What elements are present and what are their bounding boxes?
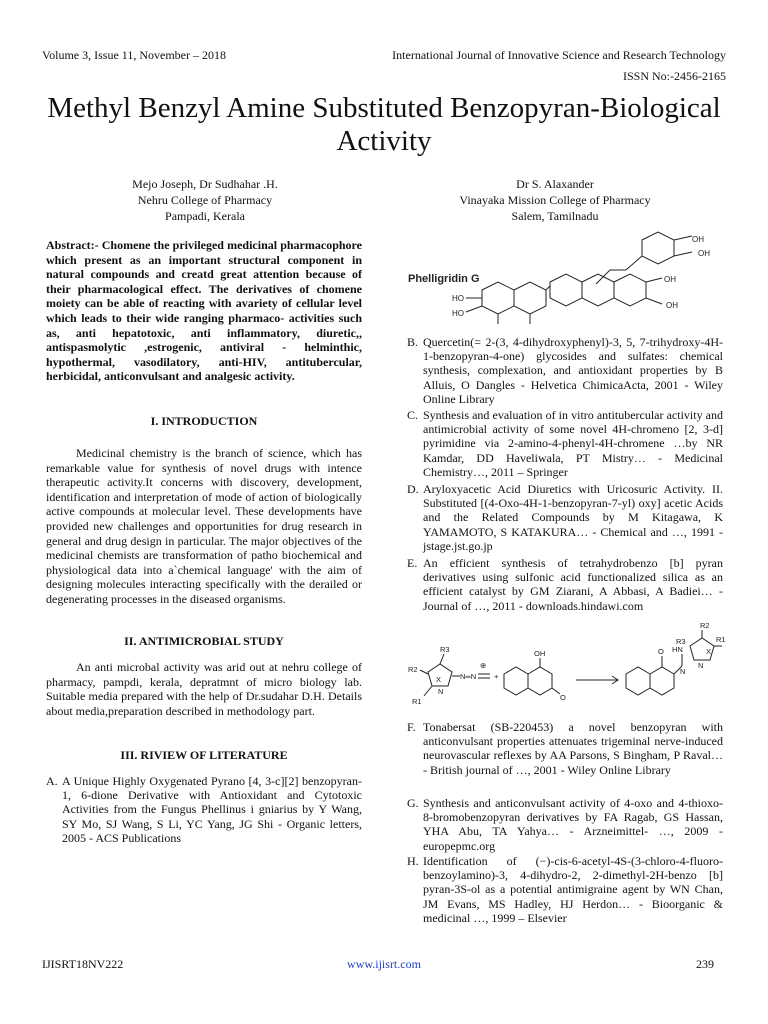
- author-names: Dr S. Alaxander: [516, 177, 594, 191]
- catechol-ring-top: [642, 232, 674, 264]
- author-location: Salem, Tamilnadu: [511, 209, 599, 223]
- reference-text: Identification of (−)-cis-6-acetyl-4S-(3-chloro-4-fluoro-benzoylamino)-3, 4-dihydro-2, 2-dimethyl-2H-benzo [b] pyran-3S-ol as a potential antimigraine agent by WN Chan, JM Evans, MS Hadley, HJ Herdon… - Bioorganic & medicinal …, 1999 – Elsevier: [423, 854, 723, 925]
- x-label: X: [706, 647, 712, 656]
- reference-g: [407, 796, 723, 853]
- reference-label: H.: [407, 854, 419, 868]
- reference-f: [407, 720, 723, 777]
- reference-text: Aryloxyacetic Acid Diuretics with Uricosuric Activity. II. Substituted [(4-Oxo-4H-1-benzopyran-7-yl) oxy] acetic Acids and the Related Compounds by M Kitagawa, K YAMAMOTO, S KATAKURA… - Chemical and …, 1991 - jstage.jst.go.jp: [423, 482, 723, 553]
- reference-text: Tonabersat (SB-220453) a novel benzopyran with anticonvulsant properties attenuates trigeminal nerve-induced neurovascular reflexes by AA Parsons, S Bingham, P Raval… - British journal of …, 2001 - Wiley Online Library: [423, 720, 723, 777]
- ho-label: HO: [452, 309, 464, 318]
- reaction-scheme: [400, 622, 730, 714]
- journal-name: International Journal of Innovative Science and Research Technology: [392, 48, 726, 62]
- n-label: N: [438, 687, 444, 696]
- reference-b: [407, 335, 723, 406]
- reference-text: A Unique Highly Oxygenated Pyrano [4, 3-c][2] benzopyran-1, 6-dione Derivative with Antioxidant and Cytotoxic Activities from the Fungus Phellinus i gniarius by Y Wang, SY Mo, SJ Wang, S Li, YC Yang, JG Shi - Organic letters, 2005 - ACS Publications: [62, 774, 362, 845]
- reference-text: Quercetin(= 2-(3, 4-dihydroxyphenyl)-3, 5, 7-trihydroxy-4H-1-benzopyran-4-one) glycosides and sulfates: chemical synthesis, complexation, and antioxidant properties by B Alluis, O Dangles - Helvetica ChimicaActa, 2001 - Wiley Online Library: [423, 335, 723, 406]
- introduction-text: Medicinal chemistry is the branch of science, which has remarkable value for synthesis of novel drugs with intence therapeutic activity.It concerns with discovery, development, identification and interpretation of mode of action of biologically active compounds at molecular level. These developments have provided new challenges and opportunities for drug research in general and drug design in particular. The major objectives of the medicinal chemists are transformation of patho biochemical and physiological data into a`chemical language' with the aim of designing molecules interacting specifically with the derailed or degenerating processes in the diseased organisms.: [46, 446, 362, 606]
- r-label: R3: [440, 645, 450, 654]
- oh-label: OH: [692, 235, 704, 244]
- page-number: 239: [696, 957, 714, 971]
- paper-title: Methyl Benzyl Amine Substituted Benzopyran-Biological Activity: [47, 92, 721, 157]
- reference-text: Synthesis and evaluation of in vitro antitubercular activity and antimicrobial activity of some novel 4H-chromeno [2, 3-d] pyrimidine via 2-amino-4-phenyl-4H-chromene …by NR Kamdar, DD Haveliwala, PT Mistry… - Medicinal Chemistry…, 2011 – Springer: [423, 408, 723, 479]
- hn-label: HN: [672, 645, 683, 654]
- reference-label: A.: [46, 774, 58, 788]
- x-label: X: [436, 675, 442, 684]
- r-label: R2: [700, 622, 710, 630]
- reference-h: [407, 854, 723, 925]
- o-label: O: [658, 647, 664, 656]
- footer-link-wrap: [0, 957, 768, 972]
- oh-label: OH: [698, 249, 710, 258]
- r-label: R1: [412, 697, 422, 706]
- volume-info: Volume 3, Issue 11, November – 2018: [42, 48, 226, 62]
- authors-left: [60, 176, 350, 224]
- o-label: O: [560, 693, 566, 702]
- charge-label: ⊕: [480, 661, 487, 670]
- reference-e: [407, 556, 723, 613]
- reference-label: E.: [407, 556, 418, 570]
- phelligridin-g-structure: [400, 226, 730, 330]
- reference-label: G.: [407, 796, 419, 810]
- journal-website-link[interactable]: www.ijisrt.com: [347, 957, 421, 971]
- reference-label: C.: [407, 408, 419, 422]
- section-heading-review: III. RIVIEW OF LITERATURE: [120, 748, 288, 762]
- section-heading-antimicrobial: II. ANTIMICROBIAL STUDY: [124, 634, 284, 648]
- reference-d: [407, 482, 723, 553]
- plus-sign: +: [494, 672, 499, 681]
- r-label: R3: [676, 637, 686, 646]
- oh-label: OH: [664, 275, 676, 284]
- n-label: N: [698, 661, 704, 670]
- reference-c: [407, 408, 723, 479]
- compound-label: Phelligridin G: [408, 273, 480, 285]
- reference-text: An efficient synthesis of tetrahydrobenzo [b] pyran derivatives using sulfonic acid functionalized silica as an efficient catalyst by GM Ziarani, A Abbasi, A Badiei… - Journal of …, 2011 - downloads.hindawi.com: [423, 556, 723, 613]
- author-names: Mejo Joseph, Dr Sudhahar .H.: [132, 177, 278, 191]
- author-affiliation: Nehru College of Pharmacy: [137, 193, 273, 207]
- reference-text: Synthesis and anticonvulsant activity of 4-oxo and 4-thioxo-8-bromobenzopyran derivatives by FA Ragab, GS Hassan, YHA Abu, TA Yahya… - Arzneimittel- …, 2009 - europepmc.org: [423, 796, 723, 853]
- azo-label: N═N: [460, 672, 477, 681]
- n-label: N: [680, 667, 686, 676]
- reference-label: F.: [407, 720, 416, 734]
- ho-label: HO: [452, 294, 464, 303]
- reference-a: [46, 774, 362, 845]
- r-label: R2: [408, 665, 418, 674]
- author-affiliation: Vinayaka Mission College of Pharmacy: [459, 193, 651, 207]
- abstract: Abstract:- Chomene the privileged medicinal pharmacophore which present as an important structural component in natural compounds and creatd great attention because of their pharmacological effect. The derivatives of chomene moiety can be able of reacting with avariety of cellular level which leads to their wide ranging pharmaco- activities such as, anti hepatotoxic, anti inflammatory, diuretic,, antispasmolytic ,estrogenic, antiviral - helminthic, hypothermal, vasodilatory, anti-HIV, antitubercular, herbicidal, anticonvulsant and analgesic activity.: [46, 238, 362, 384]
- author-location: Pampadi, Kerala: [165, 209, 245, 223]
- oh-label: OH: [666, 301, 678, 310]
- authors-right: [410, 176, 700, 224]
- section-heading-introduction: I. INTRODUCTION: [150, 414, 258, 428]
- paper-id: IJISRT18NV222: [42, 957, 124, 971]
- r-label: R1: [716, 635, 726, 644]
- oh-label: OH: [534, 649, 546, 658]
- reference-label: D.: [407, 482, 419, 496]
- issn: ISSN No:-2456-2165: [622, 69, 726, 83]
- reference-label: B.: [407, 335, 419, 349]
- antimicrobial-text: An anti microbal activity was arid out at nehru college of pharmacy, pampdi, kerala, depratmnt of micro biology lab. Suitable media prepared with the help of Dr.sudahar D.H. Details about media,preparation described in methodology part.: [46, 660, 362, 718]
